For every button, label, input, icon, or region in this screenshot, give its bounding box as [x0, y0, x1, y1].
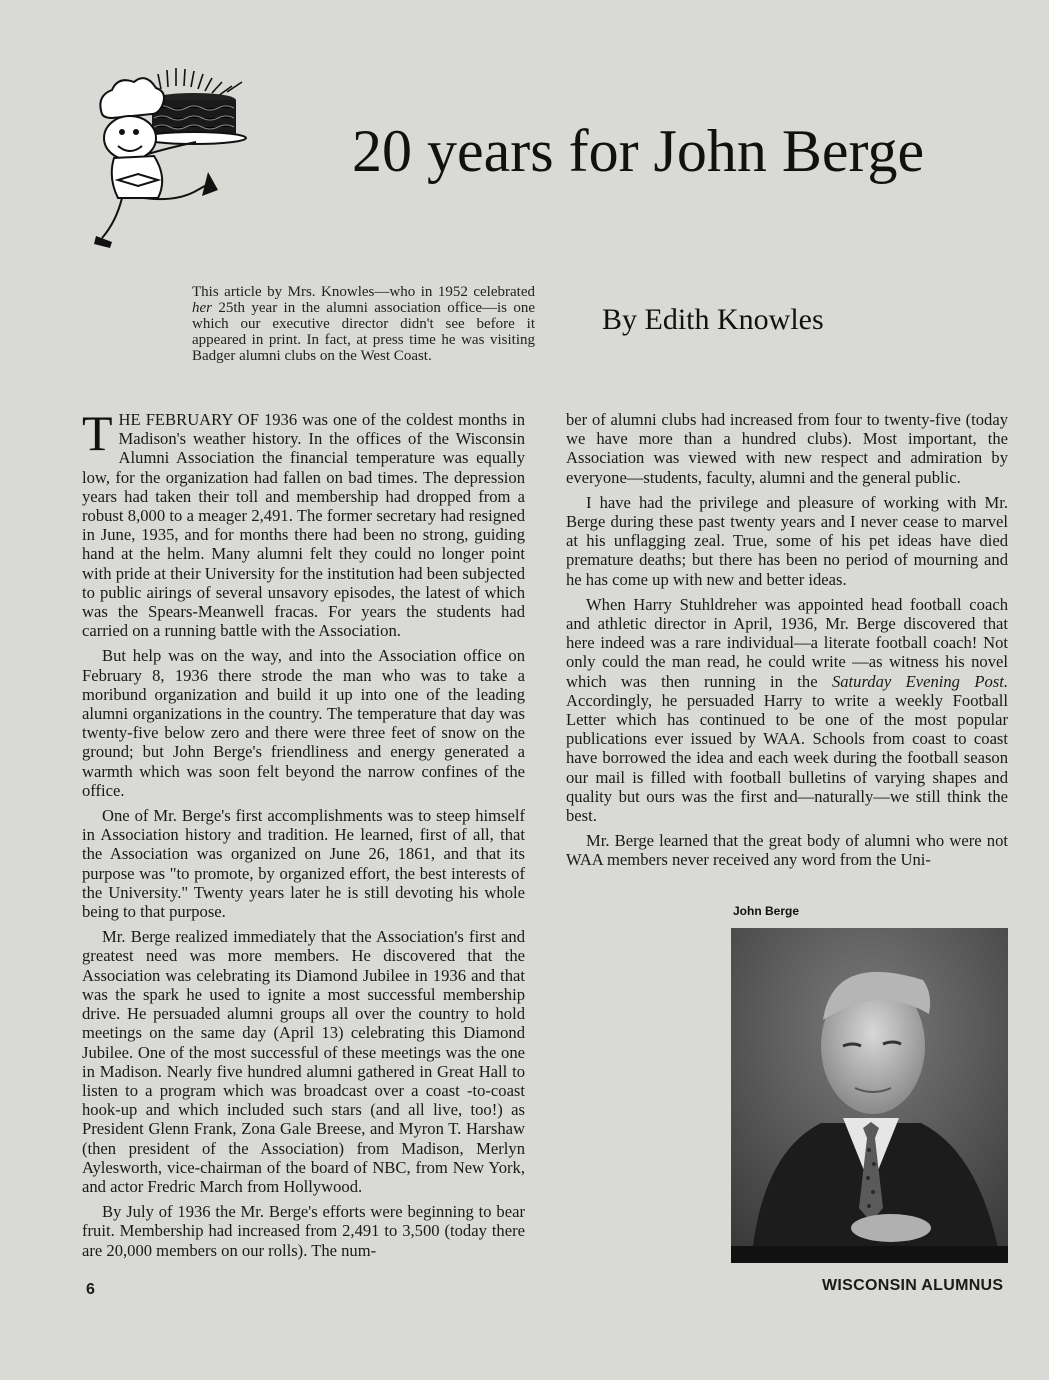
chef-with-cake-illustration	[92, 62, 264, 250]
paragraph: Mr. Berge learned that the great body of alumni who were not WAA members never received any word from the Uni-	[566, 831, 1008, 870]
paragraph: When Harry Stuhldreher was appointed head football coach and athletic director in April, 1936, Mr. Berge discovered that here indeed was a rare individual—a literate football coach! Not only could the man read, he could write —as witness his novel which was then running in the Saturday Evening Post. Accordingly, he persuaded Harry to write a weekly Football Letter which has continued to be one of the most popular publications ever issued by WAA. Schools from coast to coast have borrowed the idea and each week during the football season our mail is filled with football bulletins of varying shapes and quality but ours was the first and—naturally—we still think the best.	[566, 594, 1008, 826]
page-number: 6	[86, 1281, 95, 1298]
portrait-photo	[731, 928, 1008, 1263]
paragraph: But help was on the way, and into the Association office on February 8, 1936 there strode the man who was to take a moribund organization and build it up into one of the leading alumni organizations in the country. The temperature that day was twenty-five below zero and there were three feet of snow on the ground; but John Berge's friendliness and energy generated a warmth which was soon felt beyond the narrow confines of the office.	[82, 646, 525, 800]
photo-caption: John Berge	[733, 904, 800, 918]
paragraph: THE FEBRUARY OF 1936 was one of the coldest months in Madison's weather history. In the offices of the Wisconsin Alumni Association the financial temperature was equally low, for the organization had fallen on bad times. The depression years had taken their toll and membership had dropped from a robust 8,000 to a meager 2,491. The former secretary had resigned in June, 1935, and for months there had been no strong, guiding hand at the helm. Many alumni felt they could no longer point with pride at their University for the institution had been subjected to public airings of several unsavory episodes, the latest of which was the Spears-Meanwell fracas. For years the students had carried on a running battle with the Association.	[82, 405, 525, 641]
paragraph: By July of 1936 the Mr. Berge's efforts were beginning to bear fruit. Membership had increased from 2,491 to 3,500 (today there are 20,000 members on our rolls). The num-	[82, 1202, 525, 1260]
paragraph: Mr. Berge realized immediately that the Association's first and greatest need was more members. He discovered that the Association was celebrating its Diamond Jubilee in 1936 and that was the spark he used to ignite a most successful membership drive. He persuaded alumni groups all over the country to hold meetings on the same day (April 13) celebrating this Diamond Jubilee. One of the most successful of these meetings was the one in Madison. Nearly five hundred alumni gathered in Great Hall to listen to a program which was broadcast over a coast -to-coast hook-up and which included such stars (and all live, too!) as President Glenn Frank, Zona Gale Breese, and Myron T. Harshaw (then president of the Association) from Madison, Merlyn Aylesworth, vice-chairman of the board of NBC, from New York, and actor Fredric March from Hollywood.	[82, 927, 525, 1196]
paragraph: I have had the privilege and pleasure of working with Mr. Berge during these past twenty years and I never cease to marvel at his unflagging zeal. True, some of his pet ideas have died premature deaths; but there has been no period of mourning and he has come up with new and better ideas.	[566, 492, 1008, 589]
publication-name: WISCONSIN ALUMNUS	[822, 1277, 1004, 1294]
paragraph: ber of alumni clubs had increased from four to twenty-five (today we have more than a hundred clubs). Most important, the Association was viewed with new respect and admiration by everyone—students, faculty, alumni and the general public.	[566, 410, 1008, 487]
paragraph: One of Mr. Berge's first accomplishments was to steep himself in Association history and tradition. He learned, first of all, that the Association was organized on June 26, 1861, and that its purpose was "to promote, by organized effort, the best interests of the University." Twenty years later he is still devoting his whole being to that purpose.	[82, 806, 525, 922]
editor-note: This article by Mrs. Knowles—who in 1952 celebrated her 25th year in the alumni association office—is one which our executive director didn't see before it appeared in print. In fact, at press time he was visiting Badger alumni clubs on the West Coast.	[192, 284, 535, 364]
article-title: 20 years for John Berge	[352, 118, 925, 184]
article-column-right	[566, 410, 1008, 876]
article-column-left	[82, 405, 525, 1266]
byline: By Edith Knowles	[602, 303, 824, 336]
drop-cap: T	[82, 405, 113, 461]
